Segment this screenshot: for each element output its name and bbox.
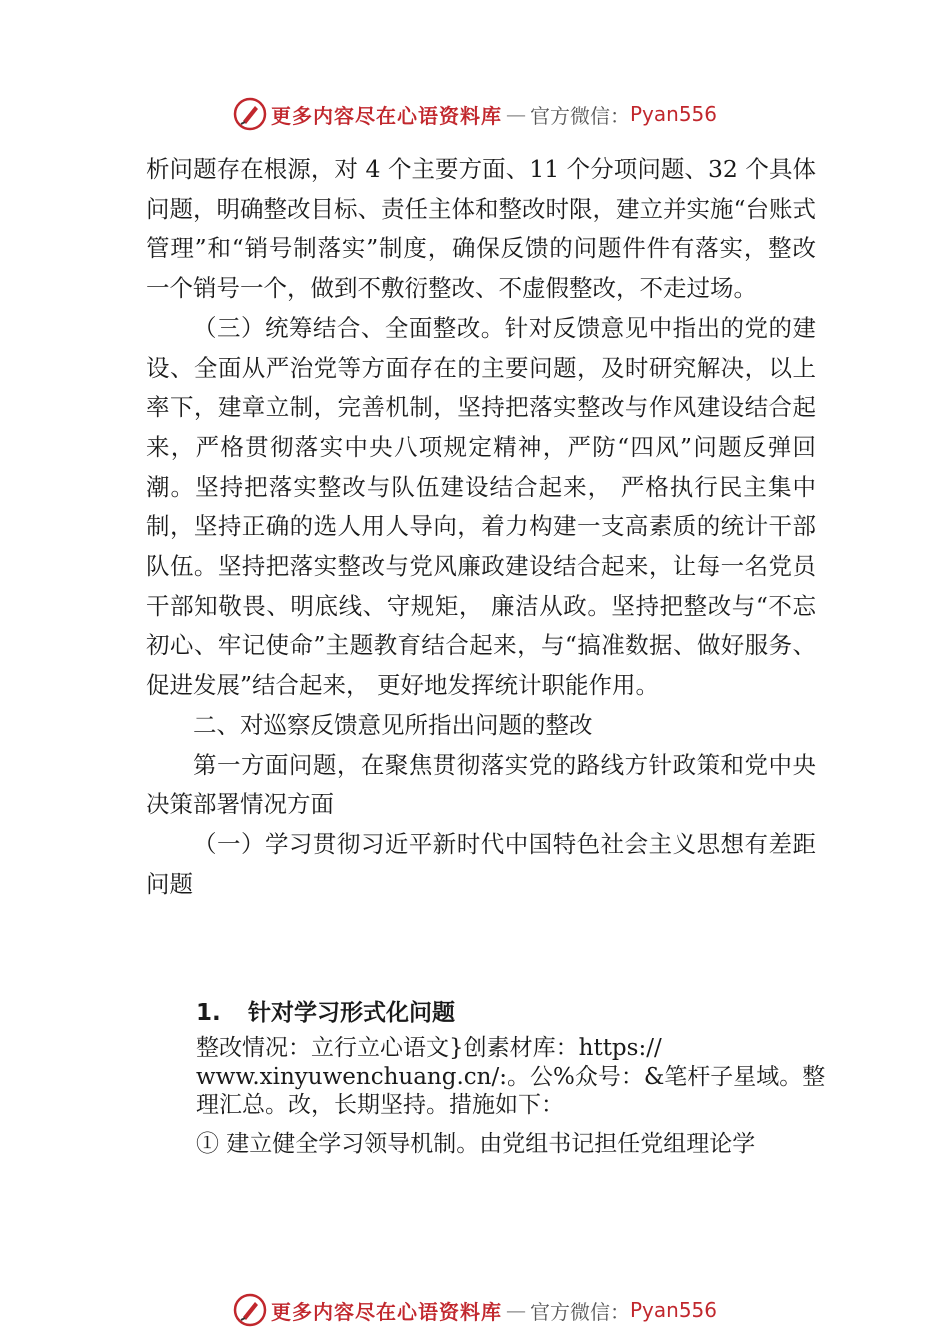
- paragraph: （一）学习贯彻习近平新时代中国特色社会主义思想有差距问题: [146, 829, 816, 898]
- banner-separator: —: [505, 1298, 526, 1322]
- paragraph: （三）统筹结合、全面整改。针对反馈意见中指出的党的建设、全面从严治党等方面存在的主要问题，及时研究解决，以上率下，建章立制，完善机制，坚持把落实整改与作风建设结合起来，严格贯彻落实中央八项规定精神，严防“四风”问题反弹回潮。坚持把落实整改与队伍建设结合起来， 严格执行民主集中制，坚持正确的选人用人导向，着力构建一支高素质的统计干部队伍。坚持把落实整改与党风廉政建设结合起来，让每一名党员干部知敬畏、明底线、守规矩， 廉洁从政。坚持把整改与“不忘初心、牢记使命”主题教育结合起来，与“搞准数据、做好服务、促进发展”结合起来， 更好地发挥统计职能作用。: [146, 313, 816, 700]
- banner-text: 更多内容尽在心语资料库: [270, 103, 502, 128]
- sub-heading: [196, 994, 455, 1027]
- banner-separator: —: [505, 102, 526, 126]
- section-title: 二、对巡察反馈意见所指出问题的整改: [193, 710, 593, 739]
- banner-wechat-label: 官方微信：: [529, 1299, 630, 1324]
- pen-logo-icon: [233, 97, 267, 131]
- pen-logo-icon: [233, 1293, 267, 1327]
- paragraph: 第一方面问题，在聚焦贯彻落实党的路线方针政策和党中央决策部署情况方面: [146, 750, 816, 819]
- paragraph: 析问题存在根源，对 4 个主要方面、11 个分项问题、32 个具体问题，明确整改目标、责任主体和整改时限，建立并实施“台账式管理”和“销号制落实”制度，确保反馈的问题件件有落实，整改一个销号一个，做到不敷衍整改、不虚假整改，不走过场。: [146, 155, 817, 303]
- sub-heading-number: 1.: [196, 1000, 221, 1026]
- rectification-line: 整改情况：立行立心语文}创素材库：https://: [196, 1035, 662, 1061]
- banner-wechat-label: 官方微信：: [529, 103, 630, 128]
- banner-text: 更多内容尽在心语资料库: [270, 1299, 502, 1324]
- sub-heading-text: 针对学习形式化问题: [248, 1000, 455, 1026]
- header-banner: [0, 94, 950, 134]
- rectification-line: 理汇总。改，长期坚持。措施如下：: [196, 1092, 564, 1118]
- rectification-block: [196, 1034, 826, 1158]
- banner-wechat-id: Pyan556: [629, 102, 717, 126]
- banner-wechat-id: Pyan556: [629, 1298, 717, 1322]
- rectification-line: www.xinyuwenchuang.cn/:。公%众号：&笔杆子星域。整: [196, 1063, 826, 1090]
- document-body: [146, 150, 816, 904]
- footer-banner: [0, 1290, 950, 1330]
- measure-item: ① 建立健全学习领导机制。由党组书记担任党组理论学: [196, 1130, 756, 1157]
